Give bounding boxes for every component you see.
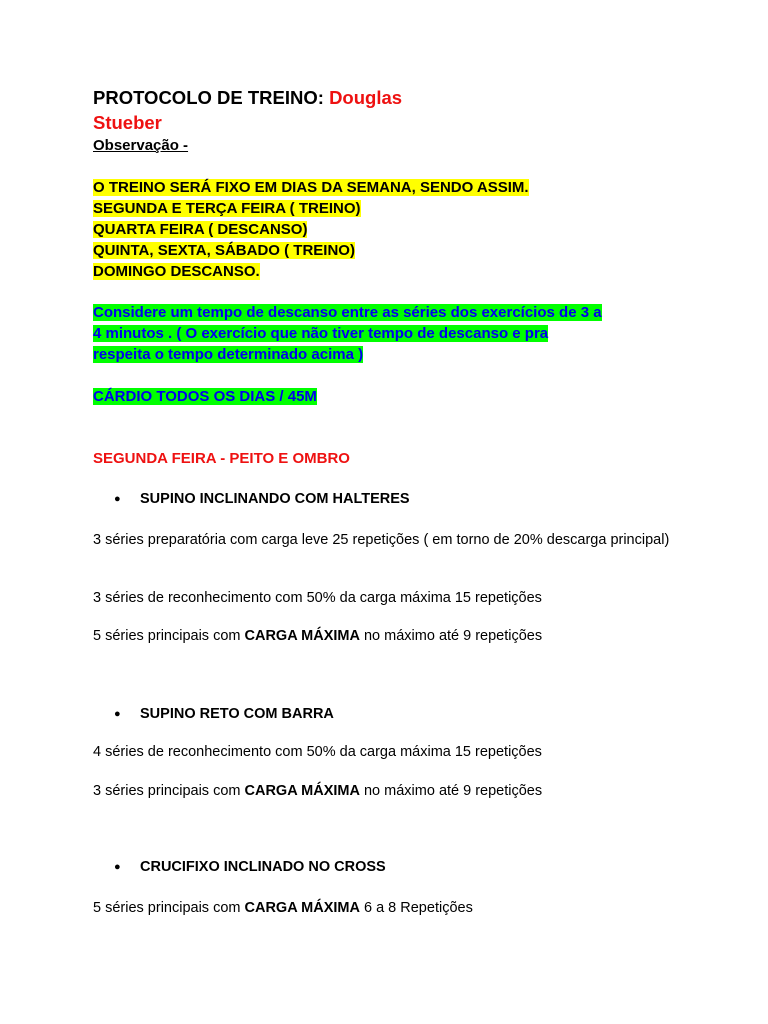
title-name-last: Stueber — [93, 112, 162, 133]
rest-note: Considere um tempo de descanso entre as séries dos exercícios de 3 a — [93, 304, 602, 321]
cardio-note: CÁRDIO TODOS OS DIAS / 45M — [93, 388, 317, 405]
day-heading: SEGUNDA FEIRA - PEITO E OMBRO — [93, 450, 350, 467]
exercise-name: SUPINO INCLINANDO COM HALTERES — [140, 491, 410, 507]
exercise-heading — [114, 705, 334, 723]
rest-note: 4 minutos . ( O exercício que não tiver tempo de descanso e pra — [93, 325, 549, 342]
exercise-set: 3 séries preparatória com carga leve 25 repetições ( em torno de 20% descarga principal) — [93, 532, 670, 548]
schedule-note: SEGUNDA E TERÇA FEIRA ( TREINO) — [93, 200, 361, 217]
rest-note: respeita o tempo determinado acima ) — [93, 346, 364, 363]
page-title — [93, 86, 402, 110]
title-name-first: Douglas — [329, 87, 403, 108]
bullet-icon: ● — [114, 861, 121, 873]
bullet-icon: ● — [114, 493, 121, 505]
bullet-icon: ● — [114, 708, 121, 720]
title-label: PROTOCOLO DE TREINO: — [93, 87, 324, 108]
exercise-set: 5 séries principais com CARGA MÁXIMA 6 a 8 Repetições — [93, 900, 473, 916]
exercise-name: CRUCIFIXO INCLINADO NO CROSS — [140, 859, 386, 875]
exercise-set: 3 séries principais com CARGA MÁXIMA no máximo até 9 repetições — [93, 783, 543, 799]
schedule-note: QUINTA, SEXTA, SÁBADO ( TREINO) — [93, 242, 355, 259]
exercise-set: 4 séries de reconhecimento com 50% da carga máxima 15 repetições — [93, 744, 542, 760]
observation-label: Observação - — [93, 137, 189, 154]
exercise-set: 5 séries principais com CARGA MÁXIMA no máximo até 9 repetições — [93, 628, 543, 644]
exercise-set: 3 séries de reconhecimento com 50% da carga máxima 15 repetições — [93, 590, 542, 606]
schedule-note: QUARTA FEIRA ( DESCANSO) — [93, 221, 308, 238]
exercise-heading — [114, 490, 410, 508]
exercise-name: SUPINO RETO COM BARRA — [140, 706, 334, 722]
schedule-note: O TREINO SERÁ FIXO EM DIAS DA SEMANA, SENDO ASSIM. — [93, 179, 529, 196]
exercise-heading — [114, 858, 386, 876]
schedule-note: DOMINGO DESCANSO. — [93, 263, 260, 280]
